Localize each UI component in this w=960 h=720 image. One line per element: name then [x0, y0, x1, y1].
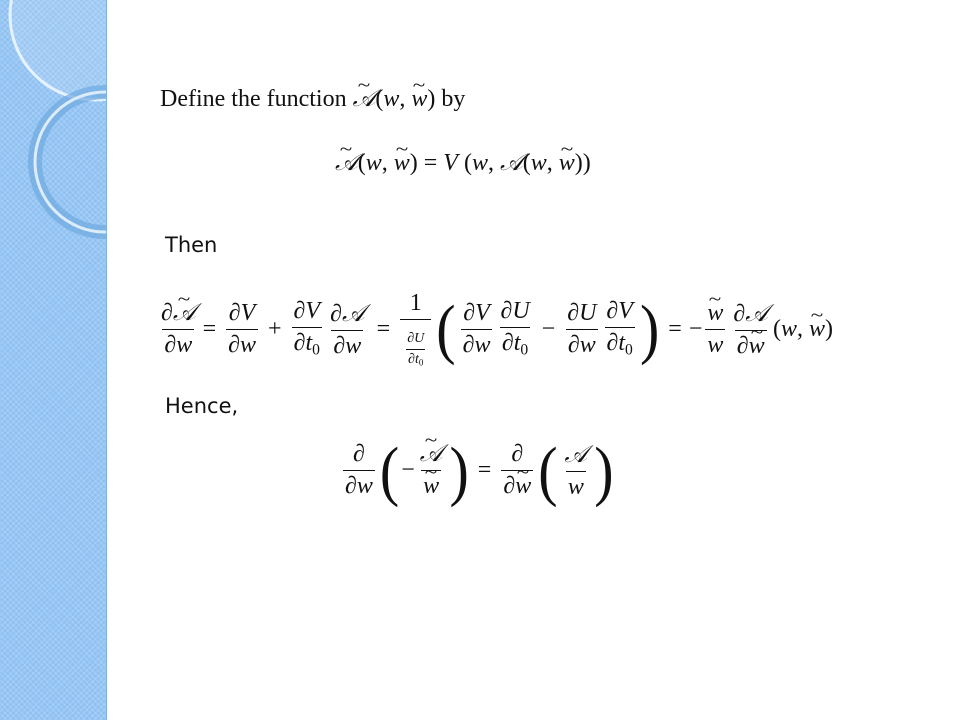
- decorative-circles: [0, 0, 106, 720]
- intro-suffix: by: [441, 86, 466, 112]
- then-label: Then: [165, 233, 218, 257]
- intro-prefix: Define the function: [160, 86, 347, 112]
- definition-intro: [160, 86, 465, 113]
- hence-label: Hence,: [165, 394, 239, 418]
- function-args: (w, w ~): [375, 86, 435, 112]
- definition-equation: 𝒜 ~(w, w ~) = V (w, 𝒜(w, w ~)): [335, 148, 591, 177]
- function-symbol: 𝒜 ~: [353, 86, 376, 113]
- derivation-equation: $\frac{\text{∂𝒜 \textasciitilde{}}}{\partial w}$ = $\frac{\partial V}{\partial w}$ + $\frac{\partial V}{\partial t_0}$ $\frac{\text{∂𝒜}}{\partial w}$ = $\frac{1}{\frac{\partial U}{\partial t_0}}$ ( $\frac{\partial V}{\partial w}$ $\frac{\partial U}{\partial t_0}$ − $\frac{\partial U}{\partial w}$ $\frac{\partial V}{\partial t_0}$ ) = − $\frac{w \sim}{w}$ $\frac{\text{∂𝒜}}{\partial w}$ ~ (w, w ~): [156, 290, 833, 368]
- conclusion-equation: $\frac{\partial}{\partial w}$ ( − $\frac{\text{𝒜 \textasciitilde{}}}{w}$ ~ ) = $\frac{\partial}{\partial w}$ ~ ( $\frac{\text{𝒜}}{w}$ ): [340, 440, 616, 501]
- decorative-sidebar: [0, 0, 107, 720]
